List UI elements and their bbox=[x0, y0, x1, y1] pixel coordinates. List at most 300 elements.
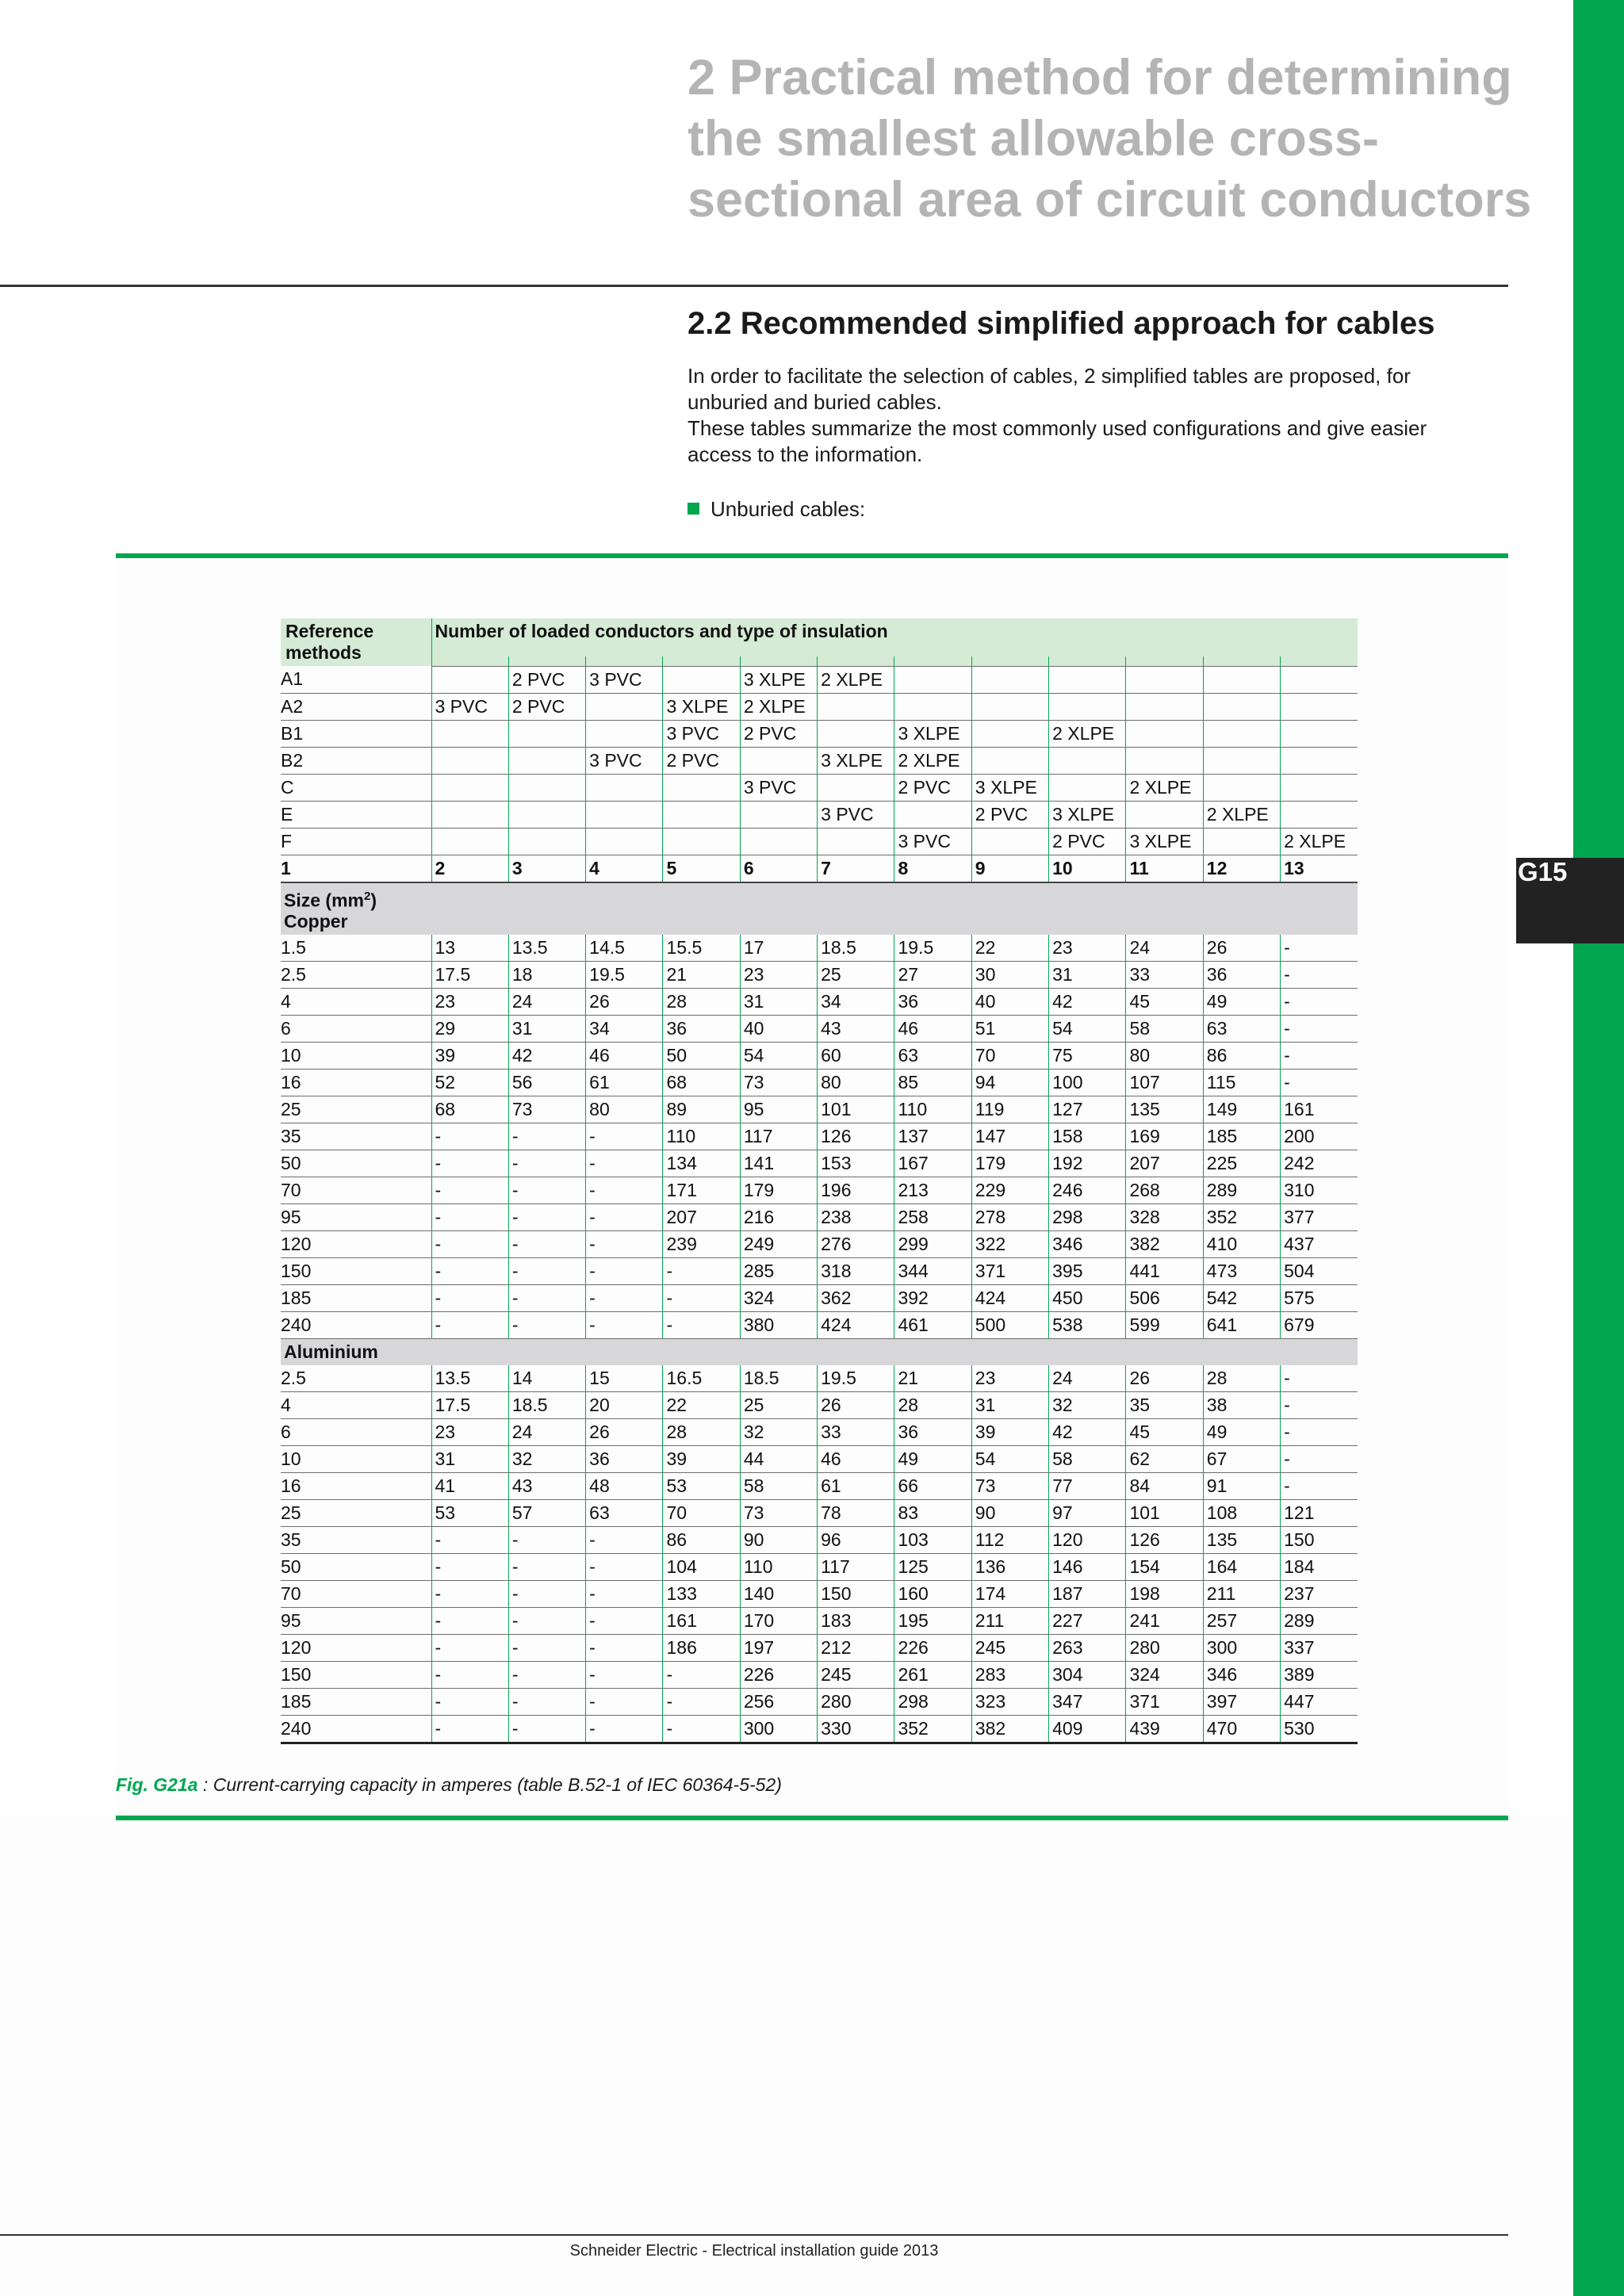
table-cell: 324 bbox=[740, 1285, 817, 1312]
table-cell: 575 bbox=[1281, 1285, 1358, 1312]
table-cell: - bbox=[586, 1285, 663, 1312]
table-cell: 18.5 bbox=[508, 1392, 585, 1419]
size-value: 240 bbox=[281, 1312, 431, 1339]
table-cell: - bbox=[431, 1716, 508, 1743]
table-cell: - bbox=[1281, 1473, 1358, 1500]
table-cell: - bbox=[1281, 935, 1358, 962]
table-cell: 135 bbox=[1203, 1527, 1280, 1554]
column-number: 7 bbox=[818, 855, 894, 882]
table-cell: 73 bbox=[740, 1070, 817, 1096]
table-cell: 280 bbox=[818, 1689, 894, 1716]
table-cell: 42 bbox=[508, 1043, 585, 1070]
size-value: 185 bbox=[281, 1689, 431, 1716]
table-cell: - bbox=[586, 1123, 663, 1150]
footer-divider bbox=[0, 2234, 1508, 2236]
table-cell: 283 bbox=[971, 1662, 1048, 1689]
table-cell: 23 bbox=[1049, 935, 1126, 962]
table-cell: 110 bbox=[894, 1096, 971, 1123]
table-cell bbox=[663, 774, 740, 801]
table-cell: - bbox=[508, 1689, 585, 1716]
table-cell: - bbox=[431, 1635, 508, 1662]
table-cell: 226 bbox=[894, 1635, 971, 1662]
table-cell: 27 bbox=[894, 962, 971, 989]
table-cell bbox=[663, 828, 740, 855]
table-cell: 73 bbox=[740, 1500, 817, 1527]
table-cell: 35 bbox=[1126, 1392, 1203, 1419]
table-cell: 24 bbox=[1126, 935, 1203, 962]
table-cell: - bbox=[431, 1177, 508, 1204]
method-row bbox=[281, 828, 1358, 855]
table-cell: 195 bbox=[894, 1608, 971, 1635]
method-name: B2 bbox=[281, 747, 431, 774]
table-cell bbox=[818, 828, 894, 855]
size-value: 50 bbox=[281, 1554, 431, 1581]
header-spacer-cell bbox=[508, 656, 585, 667]
table-cell: - bbox=[663, 1662, 740, 1689]
table-cell: 2 XLPE bbox=[740, 693, 817, 720]
table-cell: - bbox=[431, 1608, 508, 1635]
table-cell: 36 bbox=[894, 989, 971, 1016]
table-cell: 135 bbox=[1126, 1096, 1203, 1123]
table-cell: 58 bbox=[1126, 1016, 1203, 1043]
table-header-spacer bbox=[281, 656, 1358, 667]
size-value: 6 bbox=[281, 1419, 431, 1446]
table-cell: 268 bbox=[1126, 1177, 1203, 1204]
table-cell: 46 bbox=[894, 1016, 971, 1043]
table-cell bbox=[1281, 747, 1358, 774]
table-cell bbox=[1049, 747, 1126, 774]
table-cell: 424 bbox=[971, 1285, 1048, 1312]
table-cell: 409 bbox=[1049, 1716, 1126, 1743]
table-cell: - bbox=[508, 1581, 585, 1608]
table-cell: - bbox=[431, 1662, 508, 1689]
table-cell: 34 bbox=[818, 989, 894, 1016]
table-cell: - bbox=[586, 1662, 663, 1689]
table-cell bbox=[431, 720, 508, 747]
table-cell: 24 bbox=[1049, 1365, 1126, 1392]
table-cell: 392 bbox=[894, 1285, 971, 1312]
aluminium-row bbox=[281, 1527, 1358, 1554]
method-row bbox=[281, 774, 1358, 801]
table-cell: 3 PVC bbox=[586, 747, 663, 774]
table-cell: 153 bbox=[818, 1150, 894, 1177]
method-name: A2 bbox=[281, 693, 431, 720]
table-cell: 134 bbox=[663, 1150, 740, 1177]
aluminium-row bbox=[281, 1500, 1358, 1527]
table-cell: 542 bbox=[1203, 1285, 1280, 1312]
table-cell: 58 bbox=[1049, 1446, 1126, 1473]
table-cell bbox=[1126, 666, 1203, 693]
table-cell: - bbox=[586, 1527, 663, 1554]
column-number: 8 bbox=[894, 855, 971, 882]
table-cell: 49 bbox=[1203, 1419, 1280, 1446]
header-spacer-cell bbox=[431, 656, 508, 667]
table-cell: 304 bbox=[1049, 1662, 1126, 1689]
table-cell: 330 bbox=[818, 1716, 894, 1743]
table-cell: 263 bbox=[1049, 1635, 1126, 1662]
table-cell: 117 bbox=[818, 1554, 894, 1581]
table-cell: 13 bbox=[431, 935, 508, 962]
table-cell: 185 bbox=[1203, 1123, 1280, 1150]
table-cell: 66 bbox=[894, 1473, 971, 1500]
table-cell: 352 bbox=[894, 1716, 971, 1743]
table-cell: 328 bbox=[1126, 1204, 1203, 1231]
size-value: 6 bbox=[281, 1016, 431, 1043]
group-row-aluminium bbox=[281, 1339, 1358, 1366]
table-cell: - bbox=[508, 1258, 585, 1285]
table-cell: 256 bbox=[740, 1689, 817, 1716]
table-cell: 146 bbox=[1049, 1554, 1126, 1581]
table-cell: 127 bbox=[1049, 1096, 1126, 1123]
table-cell: 149 bbox=[1203, 1096, 1280, 1123]
table-cell: 24 bbox=[508, 1419, 585, 1446]
table-cell: 17 bbox=[740, 935, 817, 962]
table-cell: 211 bbox=[1203, 1581, 1280, 1608]
table-cell: 68 bbox=[663, 1070, 740, 1096]
table-cell: - bbox=[663, 1285, 740, 1312]
intro-paragraph: In order to facilitate the selection of cables, 2 simplified tables are proposed, for unburied and buried cables. bbox=[688, 364, 1411, 414]
size-value: 16 bbox=[281, 1070, 431, 1096]
table-cell: 75 bbox=[1049, 1043, 1126, 1070]
square-bullet-icon bbox=[688, 503, 699, 515]
table-cell: 161 bbox=[1281, 1096, 1358, 1123]
table-cell: 437 bbox=[1281, 1231, 1358, 1258]
table-cell: 68 bbox=[431, 1096, 508, 1123]
table-cell: 450 bbox=[1049, 1285, 1126, 1312]
table-cell: 31 bbox=[740, 989, 817, 1016]
table-cell bbox=[818, 774, 894, 801]
table-cell: 133 bbox=[663, 1581, 740, 1608]
column-number: 3 bbox=[508, 855, 585, 882]
table-cell: 39 bbox=[663, 1446, 740, 1473]
table-cell: 26 bbox=[586, 989, 663, 1016]
figure-top-rule bbox=[116, 553, 1508, 558]
table-cell: 23 bbox=[431, 989, 508, 1016]
table-cell: - bbox=[431, 1231, 508, 1258]
table-cell: 473 bbox=[1203, 1258, 1280, 1285]
aluminium-row bbox=[281, 1392, 1358, 1419]
table-cell bbox=[1126, 720, 1203, 747]
table-cell: 258 bbox=[894, 1204, 971, 1231]
size-superscript: 2 bbox=[363, 889, 371, 903]
table-cell: 439 bbox=[1126, 1716, 1203, 1743]
method-row bbox=[281, 801, 1358, 828]
header-spacer-cell bbox=[894, 656, 971, 667]
table-cell: 78 bbox=[818, 1500, 894, 1527]
table-cell: 226 bbox=[740, 1662, 817, 1689]
table-cell: 24 bbox=[508, 989, 585, 1016]
table-cell: 382 bbox=[971, 1716, 1048, 1743]
table-cell bbox=[894, 801, 971, 828]
table-cell: 73 bbox=[971, 1473, 1048, 1500]
table-cell bbox=[1281, 801, 1358, 828]
table-cell: 192 bbox=[1049, 1150, 1126, 1177]
table-cell bbox=[971, 693, 1048, 720]
table-cell bbox=[431, 828, 508, 855]
figure-caption bbox=[116, 1774, 782, 1796]
table-cell: 238 bbox=[818, 1204, 894, 1231]
table-cell bbox=[894, 666, 971, 693]
table-cell: - bbox=[1281, 1446, 1358, 1473]
table-cell: 3 XLPE bbox=[663, 693, 740, 720]
table-cell: 170 bbox=[740, 1608, 817, 1635]
table-cell bbox=[1203, 720, 1280, 747]
size-value: 240 bbox=[281, 1716, 431, 1743]
table-cell: 3 XLPE bbox=[818, 747, 894, 774]
table-cell: 216 bbox=[740, 1204, 817, 1231]
table-cell: - bbox=[508, 1608, 585, 1635]
capacity-table bbox=[281, 618, 1358, 1744]
table-cell: 23 bbox=[431, 1419, 508, 1446]
table-cell: - bbox=[1281, 1043, 1358, 1070]
table-cell: 2 XLPE bbox=[894, 747, 971, 774]
table-cell: 242 bbox=[1281, 1150, 1358, 1177]
header-reference-methods: Reference methods bbox=[281, 618, 431, 666]
table-cell bbox=[971, 666, 1048, 693]
column-number: 12 bbox=[1203, 855, 1280, 882]
table-cell: 121 bbox=[1281, 1500, 1358, 1527]
size-value: 4 bbox=[281, 989, 431, 1016]
table-cell: - bbox=[586, 1204, 663, 1231]
copper-row bbox=[281, 1177, 1358, 1204]
table-cell: 16.5 bbox=[663, 1365, 740, 1392]
table-cell: 318 bbox=[818, 1258, 894, 1285]
table-cell: - bbox=[586, 1608, 663, 1635]
table-cell: 48 bbox=[586, 1473, 663, 1500]
table-cell: 42 bbox=[1049, 989, 1126, 1016]
table-cell: 213 bbox=[894, 1177, 971, 1204]
table-cell: - bbox=[663, 1716, 740, 1743]
table-cell: 90 bbox=[971, 1500, 1048, 1527]
table-cell: 28 bbox=[663, 1419, 740, 1446]
table-cell: 310 bbox=[1281, 1177, 1358, 1204]
aluminium-row bbox=[281, 1446, 1358, 1473]
column-number: 1 bbox=[281, 855, 431, 882]
table-cell: 3 PVC bbox=[663, 720, 740, 747]
table-cell: - bbox=[1281, 989, 1358, 1016]
top-divider bbox=[0, 285, 1508, 287]
table-cell: - bbox=[431, 1258, 508, 1285]
table-cell: - bbox=[431, 1554, 508, 1581]
table-cell: 380 bbox=[740, 1312, 817, 1339]
aluminium-row bbox=[281, 1581, 1358, 1608]
table-cell: 36 bbox=[586, 1446, 663, 1473]
table-cell: 207 bbox=[1126, 1150, 1203, 1177]
aluminium-row bbox=[281, 1635, 1358, 1662]
table-cell: 52 bbox=[431, 1070, 508, 1096]
header-spacer-cell bbox=[663, 656, 740, 667]
table-cell: 441 bbox=[1126, 1258, 1203, 1285]
table-cell: 2 PVC bbox=[663, 747, 740, 774]
table-cell: 371 bbox=[1126, 1689, 1203, 1716]
size-value: 95 bbox=[281, 1608, 431, 1635]
size-value: 10 bbox=[281, 1446, 431, 1473]
table-cell: - bbox=[1281, 1419, 1358, 1446]
table-cell: 86 bbox=[663, 1527, 740, 1554]
method-name: A1 bbox=[281, 666, 431, 693]
table-cell: - bbox=[1281, 1016, 1358, 1043]
size-value: 185 bbox=[281, 1285, 431, 1312]
table-cell: 2 PVC bbox=[971, 801, 1048, 828]
table-cell: 91 bbox=[1203, 1473, 1280, 1500]
table-cell bbox=[1049, 774, 1126, 801]
copper-row bbox=[281, 1204, 1358, 1231]
group-label-copper bbox=[281, 882, 1358, 936]
table-cell: - bbox=[586, 1258, 663, 1285]
copper-row bbox=[281, 1150, 1358, 1177]
table-cell: 18 bbox=[508, 962, 585, 989]
table-cell bbox=[1203, 828, 1280, 855]
table-cell: 22 bbox=[663, 1392, 740, 1419]
table-cell: 179 bbox=[740, 1177, 817, 1204]
table-cell: 337 bbox=[1281, 1635, 1358, 1662]
size-value: 4 bbox=[281, 1392, 431, 1419]
copper-row bbox=[281, 1231, 1358, 1258]
table-cell: 3 PVC bbox=[740, 774, 817, 801]
table-cell: 641 bbox=[1203, 1312, 1280, 1339]
table-header-row bbox=[281, 618, 1358, 656]
table-cell: 371 bbox=[971, 1258, 1048, 1285]
method-row bbox=[281, 720, 1358, 747]
table-cell: 212 bbox=[818, 1635, 894, 1662]
table-cell: 352 bbox=[1203, 1204, 1280, 1231]
table-cell: 36 bbox=[663, 1016, 740, 1043]
method-row bbox=[281, 693, 1358, 720]
table-cell: 150 bbox=[818, 1581, 894, 1608]
table-cell: 179 bbox=[971, 1150, 1048, 1177]
table-cell: 77 bbox=[1049, 1473, 1126, 1500]
table-cell: 2 PVC bbox=[508, 693, 585, 720]
table-cell: 43 bbox=[818, 1016, 894, 1043]
aluminium-row bbox=[281, 1662, 1358, 1689]
table-cell: - bbox=[508, 1123, 585, 1150]
table-cell: 160 bbox=[894, 1581, 971, 1608]
table-cell bbox=[1281, 774, 1358, 801]
table-cell: 324 bbox=[1126, 1662, 1203, 1689]
table-cell: 13.5 bbox=[508, 935, 585, 962]
table-cell bbox=[1281, 720, 1358, 747]
table-cell: - bbox=[586, 1554, 663, 1581]
table-cell: - bbox=[586, 1716, 663, 1743]
header-spacer-cell bbox=[1049, 656, 1126, 667]
copper-label: Copper bbox=[284, 911, 348, 932]
table-cell bbox=[431, 666, 508, 693]
figure-bottom-rule bbox=[116, 1816, 1508, 1820]
aluminium-row bbox=[281, 1608, 1358, 1635]
table-cell bbox=[586, 801, 663, 828]
table-cell bbox=[818, 693, 894, 720]
table-cell: 207 bbox=[663, 1204, 740, 1231]
table-cell: 29 bbox=[431, 1016, 508, 1043]
table-cell: 80 bbox=[818, 1070, 894, 1096]
table-cell: 164 bbox=[1203, 1554, 1280, 1581]
table-cell: - bbox=[508, 1177, 585, 1204]
table-cell: 58 bbox=[740, 1473, 817, 1500]
table-cell: 246 bbox=[1049, 1177, 1126, 1204]
table-cell bbox=[508, 720, 585, 747]
table-cell: 141 bbox=[740, 1150, 817, 1177]
chapter-title: 2 Practical method for determining the smallest allowable cross-sectional area of circuit conductors bbox=[688, 50, 1532, 228]
table-cell: 22 bbox=[971, 935, 1048, 962]
table-cell: 28 bbox=[894, 1392, 971, 1419]
table-cell: 3 PVC bbox=[431, 693, 508, 720]
method-name: B1 bbox=[281, 720, 431, 747]
column-number: 6 bbox=[740, 855, 817, 882]
table-cell bbox=[1126, 693, 1203, 720]
table-cell: 31 bbox=[971, 1392, 1048, 1419]
section-heading: 2.2 Recommended simplified approach for cables bbox=[688, 306, 1435, 341]
table-cell: 2 XLPE bbox=[1203, 801, 1280, 828]
page-tab: G15 bbox=[1516, 858, 1624, 943]
table-cell bbox=[1281, 666, 1358, 693]
table-cell: 14 bbox=[508, 1365, 585, 1392]
copper-row bbox=[281, 1312, 1358, 1339]
table-cell: 30 bbox=[971, 962, 1048, 989]
header-spacer-cell bbox=[1203, 656, 1280, 667]
table-cell: 38 bbox=[1203, 1392, 1280, 1419]
table-cell: 169 bbox=[1126, 1123, 1203, 1150]
table-cell: 51 bbox=[971, 1016, 1048, 1043]
table-cell: 110 bbox=[663, 1123, 740, 1150]
table-cell: 229 bbox=[971, 1177, 1048, 1204]
page-footer: Schneider Electric - Electrical installation guide 2013 bbox=[569, 2242, 939, 2260]
aluminium-row bbox=[281, 1554, 1358, 1581]
size-value: 120 bbox=[281, 1635, 431, 1662]
copper-row bbox=[281, 1285, 1358, 1312]
table-cell: 95 bbox=[740, 1096, 817, 1123]
column-number: 11 bbox=[1126, 855, 1203, 882]
table-cell: - bbox=[431, 1312, 508, 1339]
table-cell bbox=[1203, 774, 1280, 801]
table-cell: - bbox=[431, 1285, 508, 1312]
table-cell: 211 bbox=[971, 1608, 1048, 1635]
method-name: C bbox=[281, 774, 431, 801]
table-cell: 346 bbox=[1203, 1662, 1280, 1689]
table-cell: - bbox=[508, 1231, 585, 1258]
copper-row bbox=[281, 962, 1358, 989]
table-cell bbox=[1203, 693, 1280, 720]
table-cell: 86 bbox=[1203, 1043, 1280, 1070]
table-cell: 289 bbox=[1281, 1608, 1358, 1635]
table-cell: 13.5 bbox=[431, 1365, 508, 1392]
table-cell: 49 bbox=[1203, 989, 1280, 1016]
header-spacer-cell bbox=[971, 656, 1048, 667]
table-cell bbox=[1203, 666, 1280, 693]
table-cell: 197 bbox=[740, 1635, 817, 1662]
table-cell bbox=[431, 774, 508, 801]
table-cell: - bbox=[1281, 1070, 1358, 1096]
table-cell: 461 bbox=[894, 1312, 971, 1339]
table-cell: 125 bbox=[894, 1554, 971, 1581]
table-cell: 23 bbox=[740, 962, 817, 989]
table-cell: 506 bbox=[1126, 1285, 1203, 1312]
table-cell: 2 XLPE bbox=[1281, 828, 1358, 855]
table-cell: 32 bbox=[1049, 1392, 1126, 1419]
table-cell: 410 bbox=[1203, 1231, 1280, 1258]
size-value: 50 bbox=[281, 1150, 431, 1177]
table-cell: - bbox=[508, 1554, 585, 1581]
table-cell: 158 bbox=[1049, 1123, 1126, 1150]
table-cell: - bbox=[663, 1312, 740, 1339]
table-cell: - bbox=[586, 1689, 663, 1716]
table-cell bbox=[1049, 693, 1126, 720]
table-cell: 183 bbox=[818, 1608, 894, 1635]
size-label: Size (mm bbox=[284, 890, 364, 911]
table-cell: 61 bbox=[818, 1473, 894, 1500]
table-cell bbox=[431, 801, 508, 828]
table-cell: 97 bbox=[1049, 1500, 1126, 1527]
table-cell: 171 bbox=[663, 1177, 740, 1204]
